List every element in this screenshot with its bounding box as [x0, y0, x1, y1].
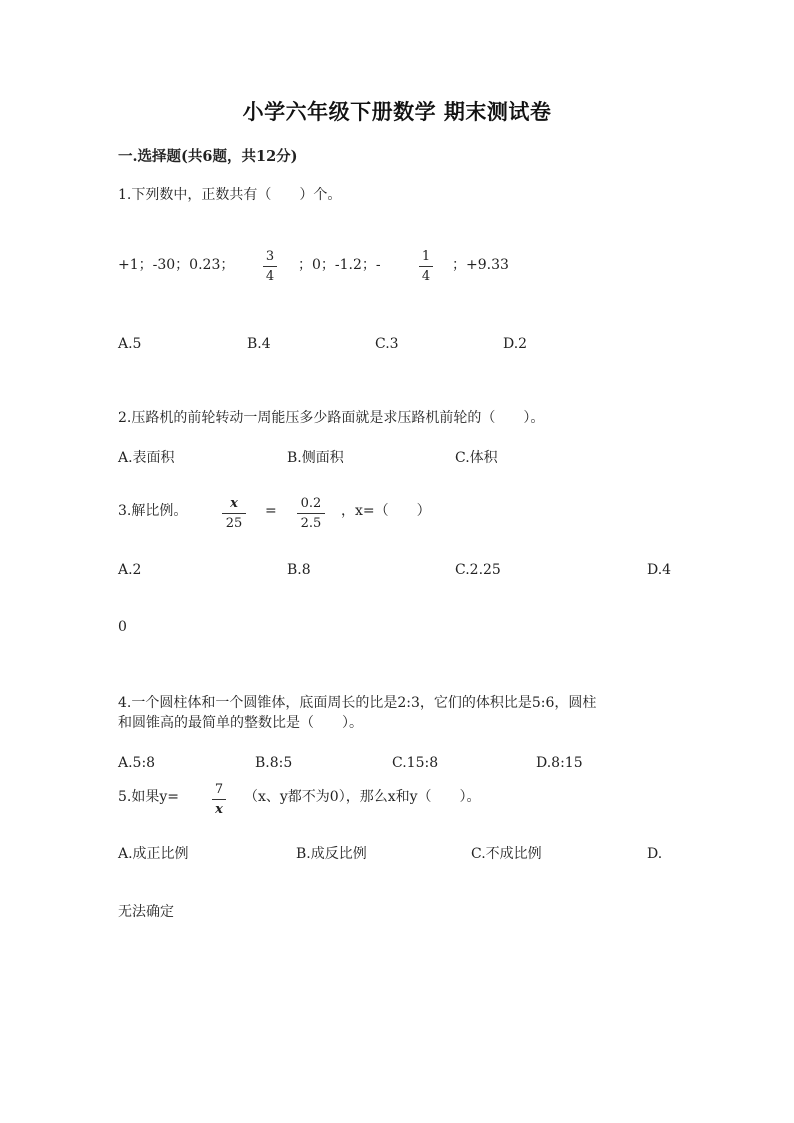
- question-3-option-d-wrap: 0: [118, 619, 127, 635]
- question-4-option-b: B.8:5: [255, 755, 293, 771]
- fraction-numerator: 1: [421, 249, 431, 264]
- question-3-suffix: ，x=（ ）: [341, 503, 431, 519]
- question-2-option-b: B.侧面积: [287, 450, 344, 466]
- fraction-denominator: 4: [265, 269, 275, 284]
- fraction-numerator: x: [230, 496, 238, 511]
- question-3-option-b: B.8: [287, 562, 311, 578]
- question-5-prefix: 5.如果y=: [118, 789, 179, 805]
- fraction-denominator: 4: [421, 269, 431, 284]
- fraction-denominator: x: [215, 802, 223, 817]
- question-4-line-2: 和圆锥高的最简单的整数比是（ ）。: [118, 715, 363, 731]
- fraction-numerator: 0.2: [300, 496, 322, 511]
- question-3-fraction-1: [222, 497, 246, 530]
- question-1-numbers-part1: +1；-30；0.23；: [118, 257, 235, 273]
- question-2-option-a: A.表面积: [118, 450, 175, 466]
- fraction-denominator: 25: [225, 516, 243, 531]
- question-1-numbers-part2: ；0；-1.2；-: [298, 257, 381, 273]
- question-5-option-a: A.成正比例: [118, 846, 189, 862]
- question-1-option-b: B.4: [247, 336, 271, 352]
- question-1-numbers-part3: ；+9.33: [452, 257, 509, 273]
- question-1-option-d: D.2: [503, 336, 528, 352]
- page-title: 小学六年级下册数学 期末测试卷: [242, 99, 552, 124]
- question-3-fraction-2: [297, 497, 325, 530]
- question-5-fraction: [212, 783, 226, 816]
- fraction-denominator: 2.5: [300, 516, 322, 531]
- question-2-option-c: C.体积: [455, 450, 498, 466]
- question-1-text: 1.下列数中，正数共有（ ）个。: [118, 187, 342, 203]
- question-5-suffix: （x、y都不为0），那么x和y（ ）。: [244, 789, 481, 805]
- question-1-option-c: C.3: [375, 336, 399, 352]
- question-3-option-a: A.2: [118, 562, 142, 578]
- question-3-prefix: 3.解比例。: [118, 503, 188, 519]
- question-5-option-d: D.: [647, 846, 663, 862]
- question-1-option-a: A.5: [118, 336, 142, 352]
- question-4-option-c: C.15:8: [392, 755, 439, 771]
- question-3-option-d: D.4: [647, 562, 672, 578]
- fraction-numerator: 3: [265, 249, 275, 264]
- question-4-option-a: A.5:8: [118, 755, 156, 771]
- question-5-option-c: C.不成比例: [471, 846, 542, 862]
- question-2-text: 2.压路机的前轮转动一周能压多少路面就是求压路机前轮的（ ）。: [118, 410, 545, 426]
- question-4-option-d: D.8:15: [536, 755, 583, 771]
- question-5-option-d-wrap: 无法确定: [118, 904, 174, 920]
- question-1-fraction-1: [263, 250, 277, 283]
- question-4-line-1: 4.一个圆柱体和一个圆锥体，底面周长的比是2:3，它们的体积比是5:6，圆柱: [118, 695, 597, 711]
- question-3-option-c: C.2.25: [455, 562, 501, 578]
- fraction-numerator: 7: [214, 782, 224, 797]
- question-3-equals: =: [265, 503, 277, 519]
- question-5-option-b: B.成反比例: [296, 846, 367, 862]
- question-1-fraction-2: [419, 250, 433, 283]
- section-heading: 一.选择题(共6题，共12分): [118, 148, 298, 165]
